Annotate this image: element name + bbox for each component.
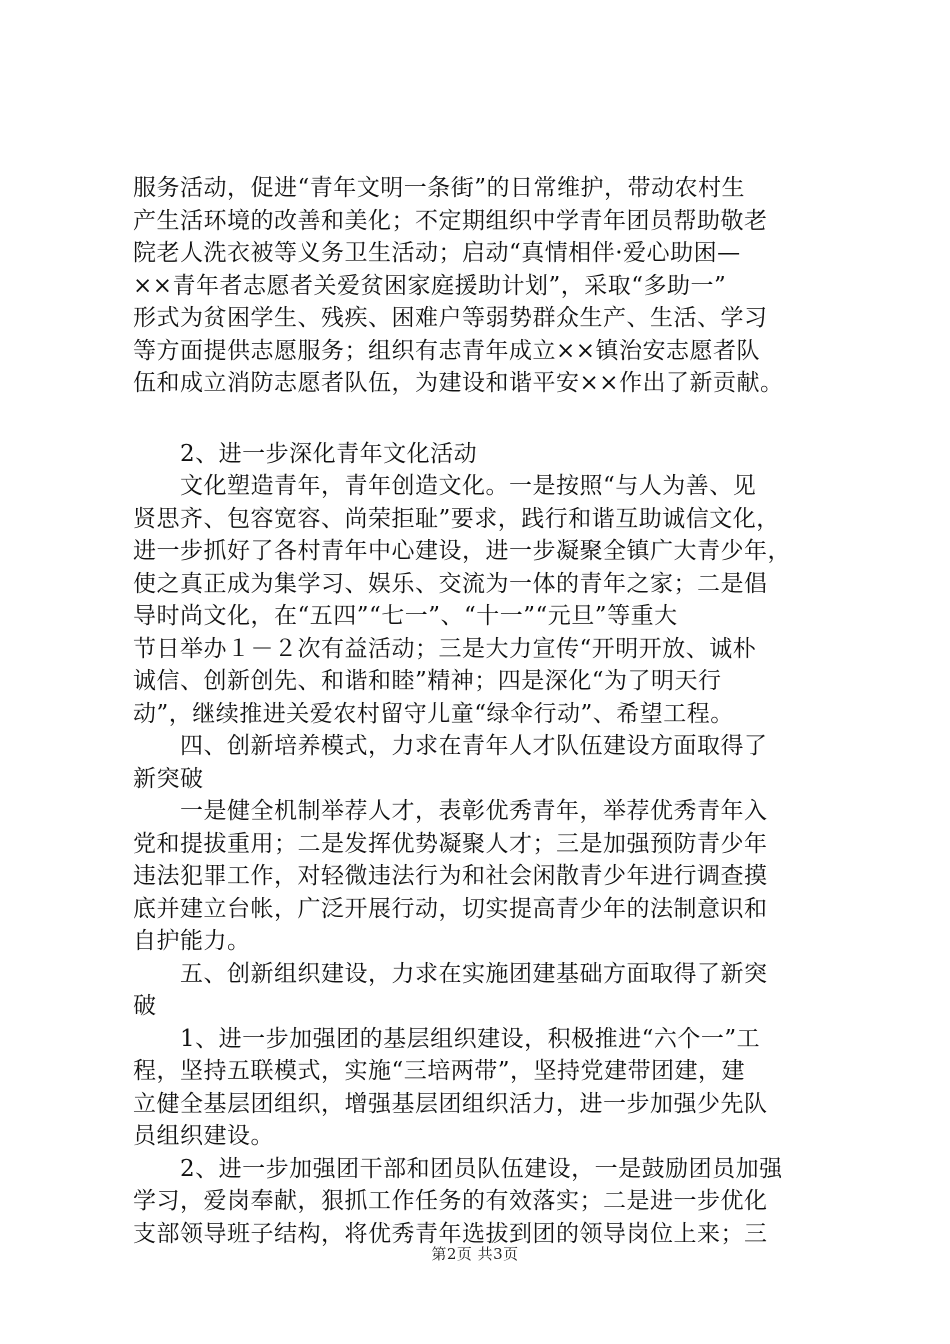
text-line: 导时尚文化，在“五四”“七一”、“十一”“元旦”等重大 — [133, 603, 678, 629]
text-line: 党和提拔重用；二是发挥优势凝聚人才；三是加强预防青少年 — [133, 830, 768, 857]
text-line: ××青年者志愿者关爱贫困家庭援助计划”，采取“多助一” — [133, 272, 727, 299]
text-line: 形式为贫困学生、残疾、困难户等弱势群众生产、生活、学习 — [133, 305, 768, 331]
text-line: 1、进一步加强团的基层组织建设，积极推进“六个一”工 — [133, 1025, 761, 1052]
text-line: 一是健全机制举荐人才，表彰优秀青年，举荐优秀青年入 — [133, 798, 768, 824]
text-line: 程，坚持五联模式，实施“三培两带”，坚持党建带团建，建 — [133, 1058, 746, 1084]
paragraph-gap — [133, 400, 833, 438]
document-body — [133, 172, 833, 1250]
text-line: 底并建立台帐，广泛开展行动，切实提高青少年的法制意识和 — [133, 895, 768, 922]
section-heading: 破 — [133, 993, 157, 1019]
text-line: 文化塑造青年，青年创造文化。一是按照“与人为善、见 — [133, 473, 757, 499]
text-line: 服务活动，促进“青年文明一条街”的日常维护，带动农村生 — [133, 175, 746, 201]
text-line: 动”，继续推进关爱农村留守儿童“绿伞行动”、希望工程。 — [133, 700, 734, 727]
text-line: 学习，爱岗奉献，狠抓工作任务的有效落实；二是进一步优化 — [133, 1188, 768, 1214]
section-heading: 四、创新培养模式，力求在青年人才队伍建设方面取得了 — [133, 733, 768, 759]
paragraph-block-1 — [133, 172, 833, 400]
text-line: 产生活环境的改善和美化；不定期组织中学青年团员帮助敬老 — [133, 207, 768, 234]
text-line: 自护能力。 — [133, 928, 251, 954]
text-line: 诚信、创新创先、和谐和睦”精神；四是深化“为了明天行 — [133, 668, 722, 694]
text-line: 伍和成立消防志愿者队伍，为建设和谐平安××作出了新贡献。 — [133, 370, 784, 396]
text-line: 院老人洗衣被等义务卫生活动；启动“真情相伴·爱心助困— — [133, 240, 741, 266]
text-line: 支部领导班子结构，将优秀青年选拔到团的领导岗位上来；三 — [133, 1220, 768, 1247]
section-heading: 2、进一步深化青年文化活动 — [133, 440, 478, 467]
paragraph-block-2 — [133, 438, 833, 1251]
text-line: 员组织建设。 — [133, 1123, 274, 1149]
text-line: 等方面提供志愿服务；组织有志青年成立××镇治安志愿者队 — [133, 337, 761, 364]
text-line: 进一步抓好了各村青年中心建设，进一步凝聚全镇广大青少年， — [133, 538, 791, 564]
text-line: 贤思齐、包容宽容、尚荣拒耻”要求，践行和谐互助诚信文化， — [133, 505, 780, 532]
page-number-footer: 第2页 共3页 — [431, 1245, 519, 1263]
text-line: 违法犯罪工作，对轻微违法行为和社会闲散青少年进行调查摸 — [133, 863, 768, 889]
section-heading: 新突破 — [133, 765, 204, 792]
text-line: 立健全基层团组织，增强基层团组织活力，进一步加强少先队 — [133, 1090, 768, 1117]
text-line: 节日举办１－２次有益活动；三是大力宣传“开明开放、诚朴 — [133, 635, 757, 662]
text-line: 使之真正成为集学习、娱乐、交流为一体的青年之家；二是倡 — [133, 570, 768, 597]
text-line: 2、进一步加强团干部和团员队伍建设，一是鼓励团员加强 — [133, 1155, 783, 1182]
section-heading: 五、创新组织建设，力求在实施团建基础方面取得了新突 — [133, 960, 768, 987]
